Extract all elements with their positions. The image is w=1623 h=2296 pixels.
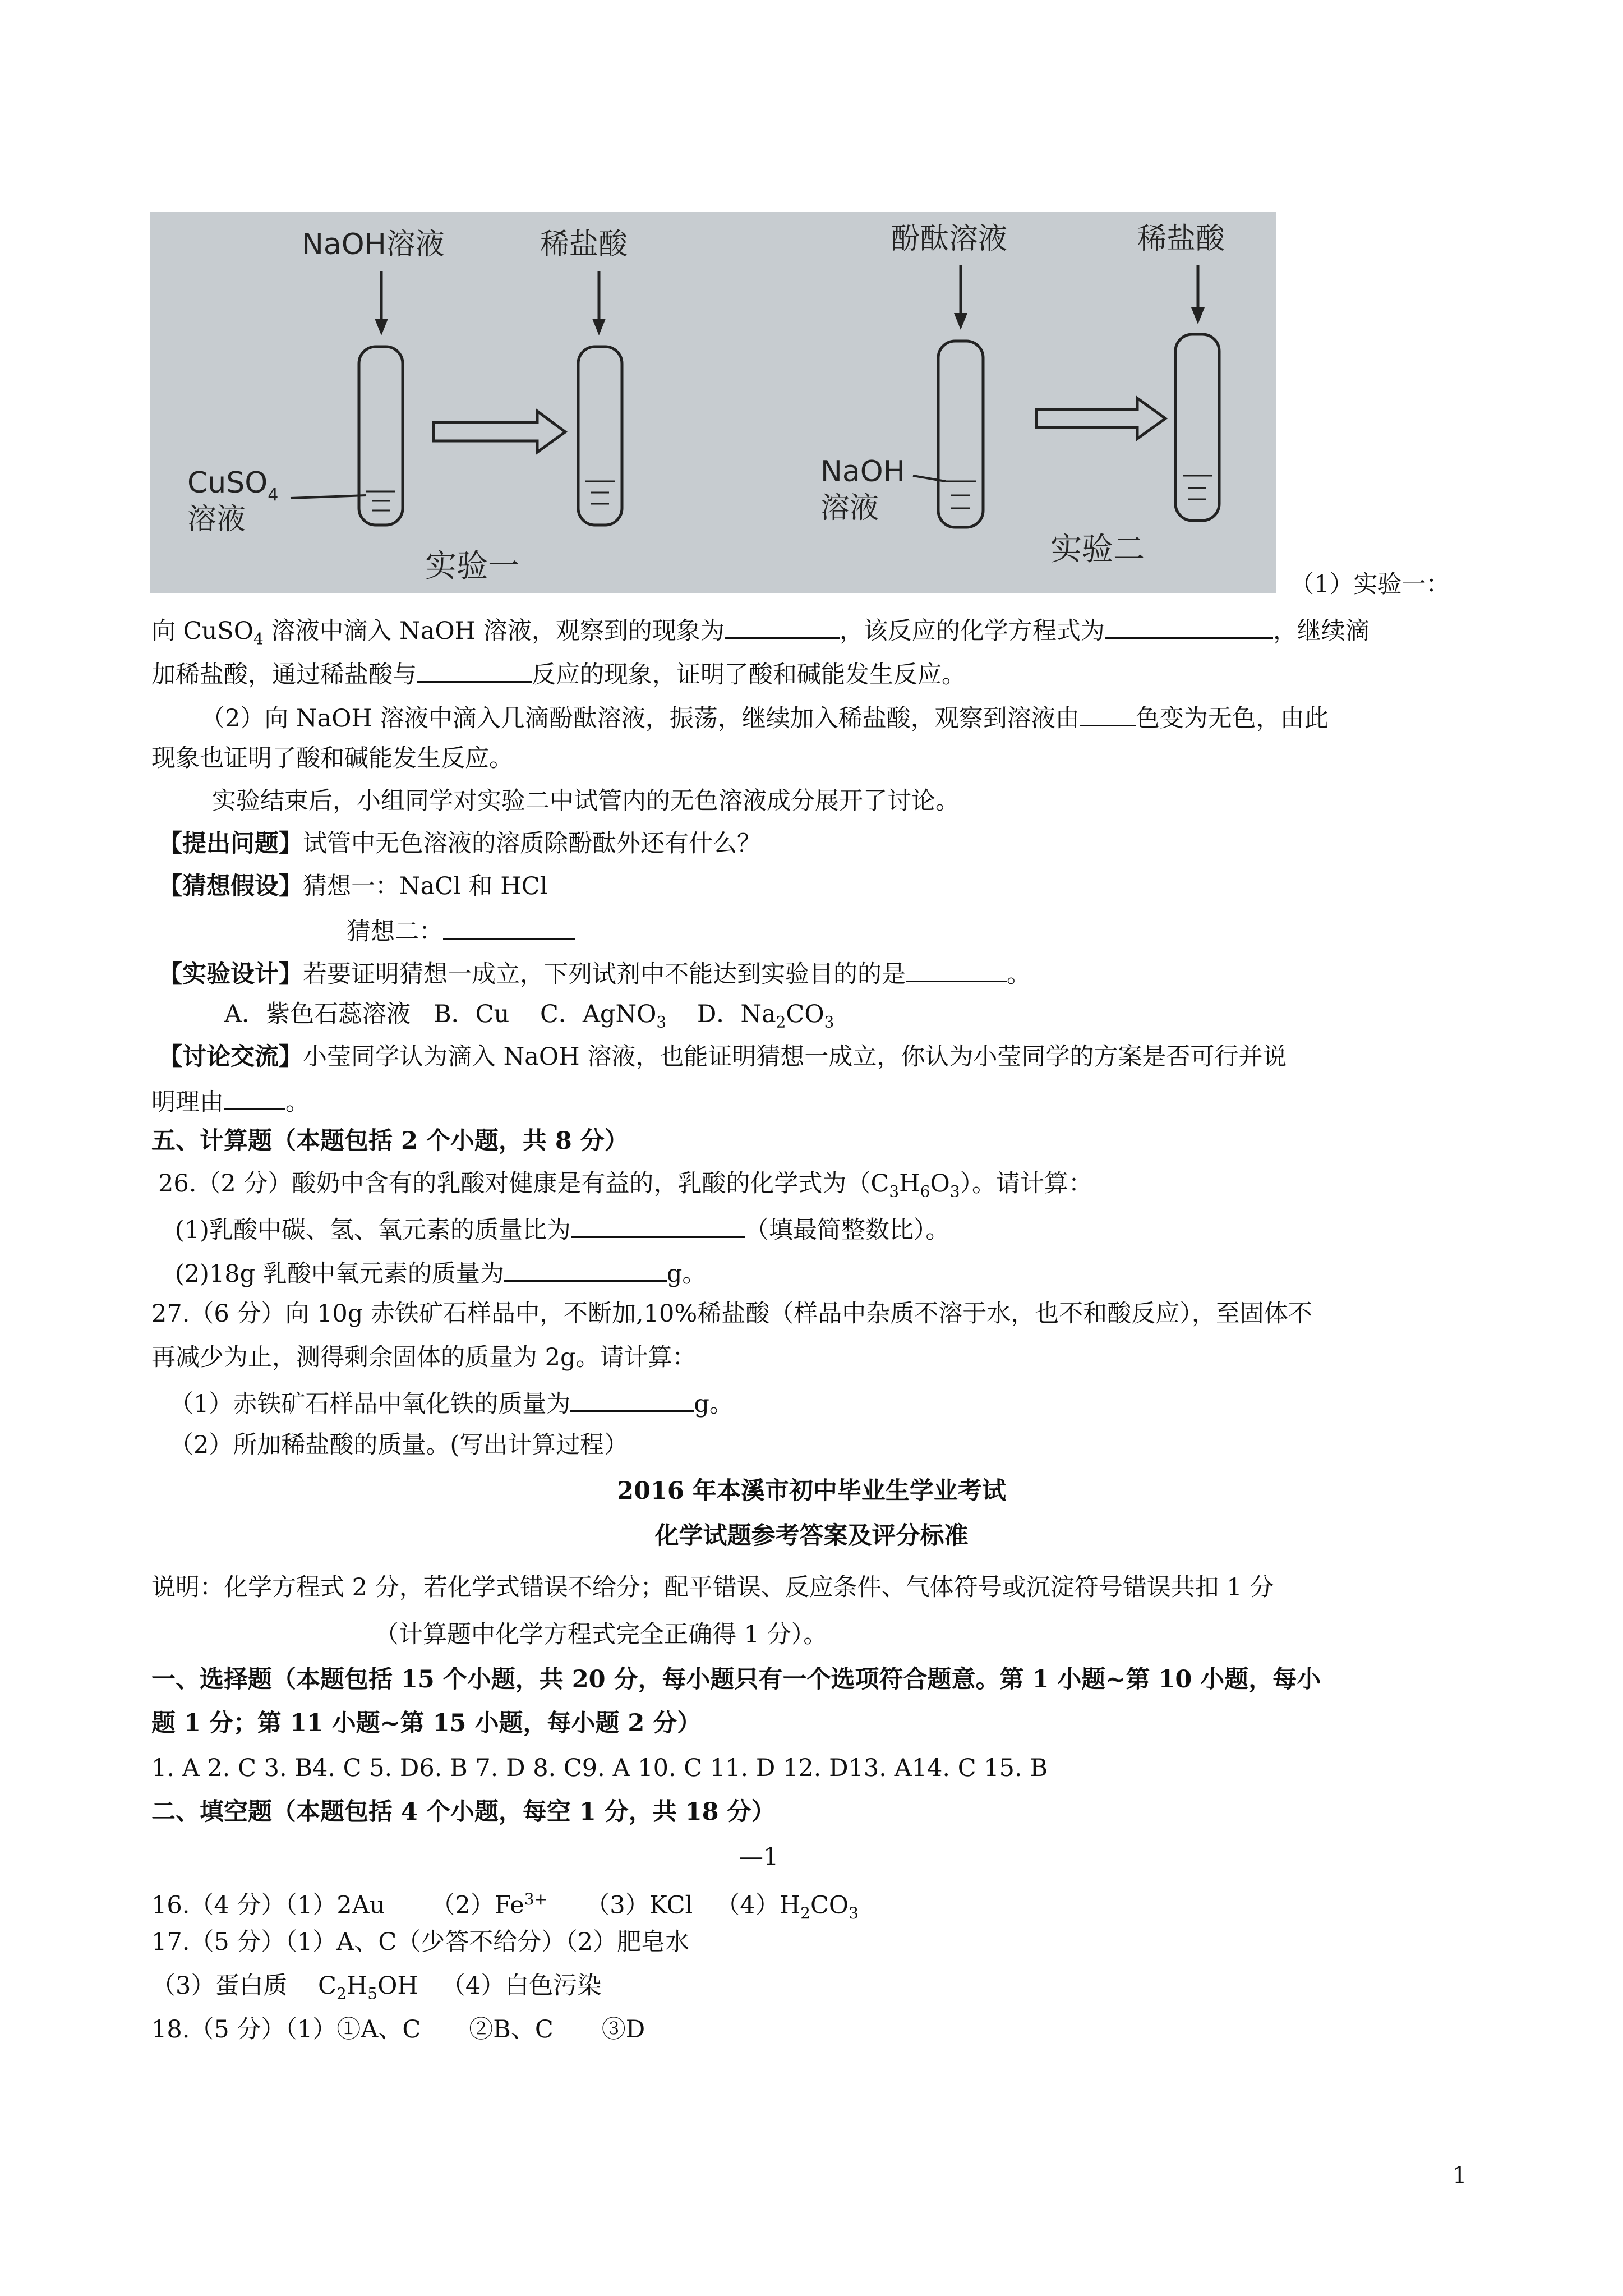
label-dilute-hcl-2: 稀盐酸 <box>1137 222 1225 256</box>
answer-note-1: 说明：化学方程式 2 分，若化学式错误不给分；配平错误、反应条件、气体符号或沉淀符号错误共扣 1 分 <box>151 1573 1274 1602</box>
q26-part1: (1)乳酸中碳、氢、氧元素的质量比为 （填最简整数比）。 <box>175 1211 949 1247</box>
q25-ask: 【提出问题】试管中无色溶液的溶质除酚酞外还有什么？ <box>158 830 761 858</box>
arrow-right-2 <box>1036 398 1165 439</box>
answer-blank[interactable] <box>1105 611 1273 639</box>
arrow-right-1 <box>434 411 565 452</box>
answer-16: 16.（4 分）（1）2Au $(2)Fe^{3+}$ （3）KCl $(4)H_2CO_3$ <box>151 1890 859 1922</box>
q27-part2: （2）所加稀盐酸的质量。(写出计算过程） <box>169 1431 629 1459</box>
q27-part1: （1）赤铁矿石样品中氧化铁的质量为 g。 <box>169 1384 734 1421</box>
answer-note-2: （计算题中化学方程式完全正确得 1 分）。 <box>375 1621 828 1649</box>
answer-section1-title-line1: 一、选择题（本题包括 15 个小题，共 20 分，每小题只有一个选项符合题意。第 1 小题~第 10 小题，每小 <box>151 1665 1321 1694</box>
answer-blank[interactable] <box>1080 699 1136 726</box>
q25-part1-line1: 向 CuSO$_4$ 溶液中滴入 NaOH 溶液，观察到的现象为 ，该反应的化学方程式为 ，继续滴 <box>151 611 1370 656</box>
answer-blank[interactable] <box>571 1211 745 1238</box>
answer-section1-title-line2: 题 1 分；第 11 小题~第 15 小题，每小题 2 分） <box>151 1709 702 1737</box>
answer-blank[interactable] <box>906 955 1007 982</box>
label-naoh: NaOH <box>820 455 905 489</box>
q25-guess1: 【猜想假设】猜想一：NaCl 和 HCl <box>158 872 548 900</box>
test-tube-1 <box>359 347 403 525</box>
answer-blank[interactable] <box>504 1254 667 1282</box>
answer-title-1: 2016 年本溪市初中毕业生学业考试 <box>617 1477 1006 1505</box>
page-number: 1 <box>1453 2162 1467 2188</box>
label-cuso4-solution: 溶液 <box>187 503 246 536</box>
answer-17-line2: （3）蛋白质 $C_2H_5OH$ （4）白色污染 <box>151 1972 602 2003</box>
answer-minus-one: —1 <box>739 1843 779 1871</box>
q25-guess2: 猜想二： <box>347 912 575 949</box>
label-dilute-hcl-1: 稀盐酸 <box>540 228 628 261</box>
answer-blank[interactable] <box>570 1384 694 1412</box>
q25-after-text: 实验结束后，小组同学对实验二中试管内的无色溶液成分展开了讨论。 <box>212 787 960 815</box>
answer-blank[interactable] <box>224 1083 285 1110</box>
q26-part2: (2)18g 乳酸中氧元素的质量为 g。 <box>175 1254 706 1291</box>
answer-section1-keys: 1. A 2. C 3. B4. C 5. D6. B 7. D 8. C9. A 10. C 11. D 12. D13. A14. C 15. B <box>151 1754 1048 1782</box>
q27-stem-line1: 27.（6 分）向 10g 赤铁矿石样品中，不断加,10%稀盐酸（样品中杂质不溶于水，也不和酸反应），至固体不 <box>151 1300 1312 1328</box>
answer-blank[interactable] <box>725 611 840 639</box>
experiment-drawing <box>150 212 1276 593</box>
answer-blank[interactable] <box>443 912 575 940</box>
test-tube-2 <box>578 347 622 525</box>
answer-18: 18.（5 分）（1）①A、C ②B、C ③D <box>151 2016 645 2044</box>
label-naoh-solution-bottom: 溶液 <box>820 491 879 525</box>
answer-blank[interactable] <box>417 655 532 683</box>
answer-17-line1: 17.（5 分）（1）A、C（少答不给分）（2）肥皂水 <box>151 1928 690 1956</box>
q25-options: A．紫色石蕊溶液 B．Cu C．AgNO$_3$ D．$Na_2CO_3$ <box>224 1000 834 1032</box>
q25-design: 【实验设计】若要证明猜想一成立，下列试剂中不能达到实验目的的是 。 <box>158 955 1031 991</box>
answer-title-2: 化学试题参考答案及评分标准 <box>654 1522 969 1550</box>
test-tube-4 <box>1175 334 1219 521</box>
q25-discussion-line2: 明理由 。 <box>151 1083 310 1119</box>
label-experiment-1: 实验一 <box>425 548 519 585</box>
label-phenolphthalein: 酚酞溶液 <box>891 222 1008 256</box>
q25-part1-line2: 加稀盐酸，通过稀盐酸与 反应的现象，证明了酸和碱能发生反应。 <box>151 655 966 692</box>
label-cuso4: CuSO$_4$ <box>187 466 279 505</box>
q27-stem-line2: 再减少为止，测得剩余固体的质量为 2g。请计算： <box>151 1343 697 1372</box>
q25-part2-line1: （2）向 NaOH 溶液中滴入几滴酚酞溶液，振荡，继续加入稀盐酸，观察到溶液由 色变为无色，由此 <box>201 699 1329 735</box>
q25-part2-line2: 现象也证明了酸和碱能发生反应。 <box>151 744 513 772</box>
label-naoh-solution: NaOH溶液 <box>302 228 445 261</box>
q26-stem: 26.（2 分）酸奶中含有的乳酸对健康是有益的，乳酸的化学式为$(C_3H_6O_3)$。请计算： <box>158 1170 1093 1201</box>
test-tube-3 <box>938 341 983 527</box>
label-experiment-2: 实验二 <box>1050 531 1145 568</box>
answer-section2-title: 二、填空题（本题包括 4 个小题，每空 1 分，共 18 分） <box>151 1798 776 1826</box>
experiment-figure <box>150 212 1276 593</box>
q25-discussion-line1: 【讨论交流】小莹同学认为滴入 NaOH 溶液，也能证明猜想一成立，你认为小莹同学的方案是否可行并说 <box>158 1043 1287 1071</box>
section5-title: 五、计算题（本题包括 2 个小题，共 8 分） <box>151 1127 629 1155</box>
q25-part1-head: （1）实验一： <box>1290 570 1450 599</box>
